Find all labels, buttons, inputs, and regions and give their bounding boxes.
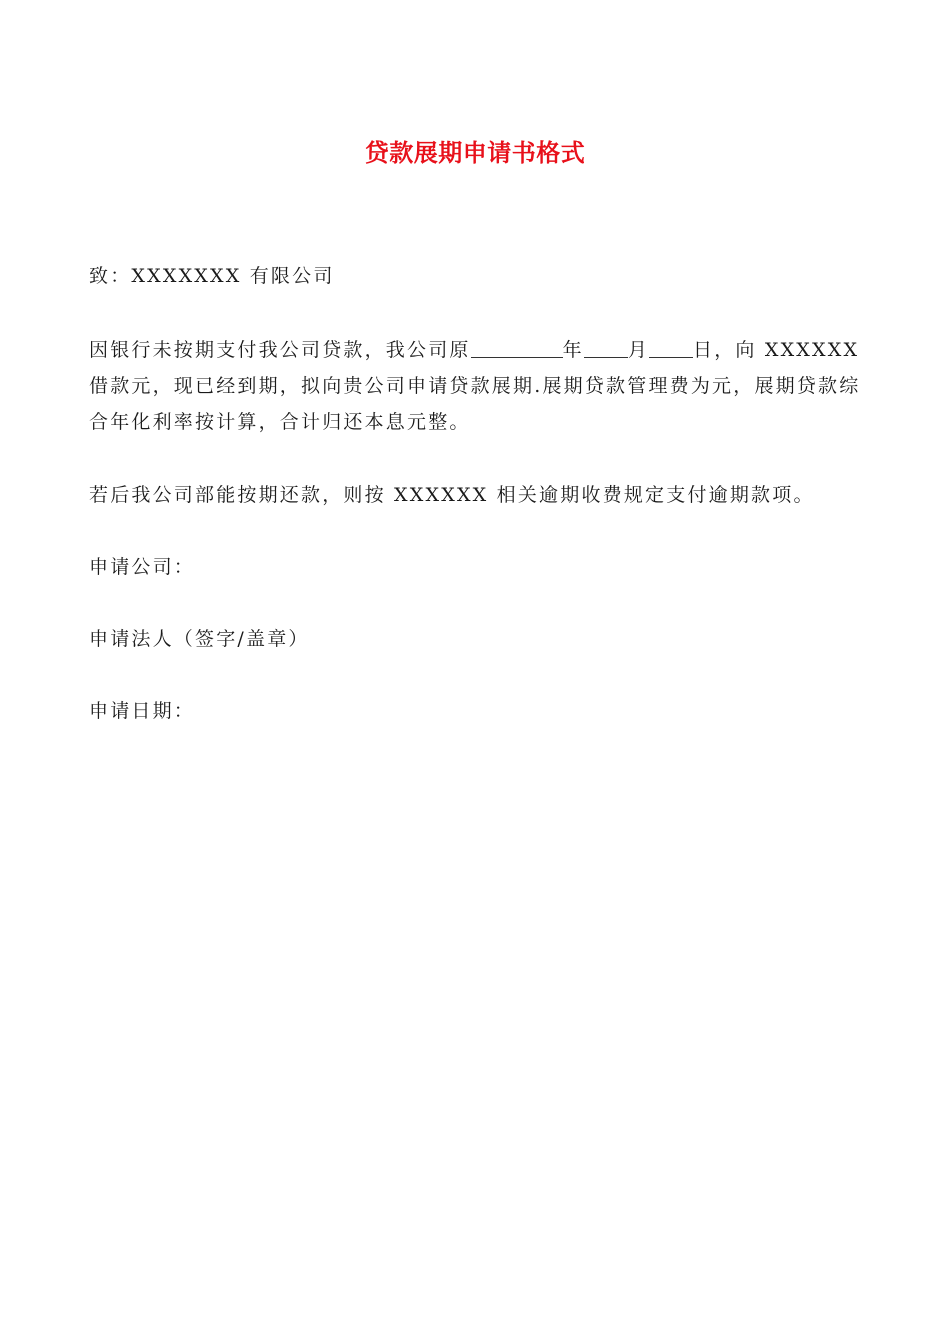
addressee-line: 致：XXXXXXX 有限公司 [89,265,335,287]
month-blank [584,333,628,358]
application-date-label: 申请日期： [89,700,196,722]
year-blank [471,333,563,358]
document-title: 贷款展期申请书格式 [364,139,586,167]
body-text-part1: 因银行未按期支付我公司贷款，我公司原 [89,339,471,361]
day-blank [649,333,693,358]
month-label: 月 [627,339,650,361]
year-label: 年 [562,339,584,361]
legal-representative-label: 申请法人（签字/盖章） [89,628,310,650]
body-text-part2: 日，向 XXXXXX 借款元，现已经到期，拟向贵公司申请贷款展期.展期贷款管理费为元，展期贷款综合年化利率按计算，合计归还本息元整。 [89,339,861,433]
body-paragraph [89,332,865,440]
overdue-clause: 若后我公司部能按期还款，则按 XXXXXX 相关逾期收费规定支付逾期款项。 [89,484,815,506]
applicant-company-label: 申请公司： [89,556,196,578]
